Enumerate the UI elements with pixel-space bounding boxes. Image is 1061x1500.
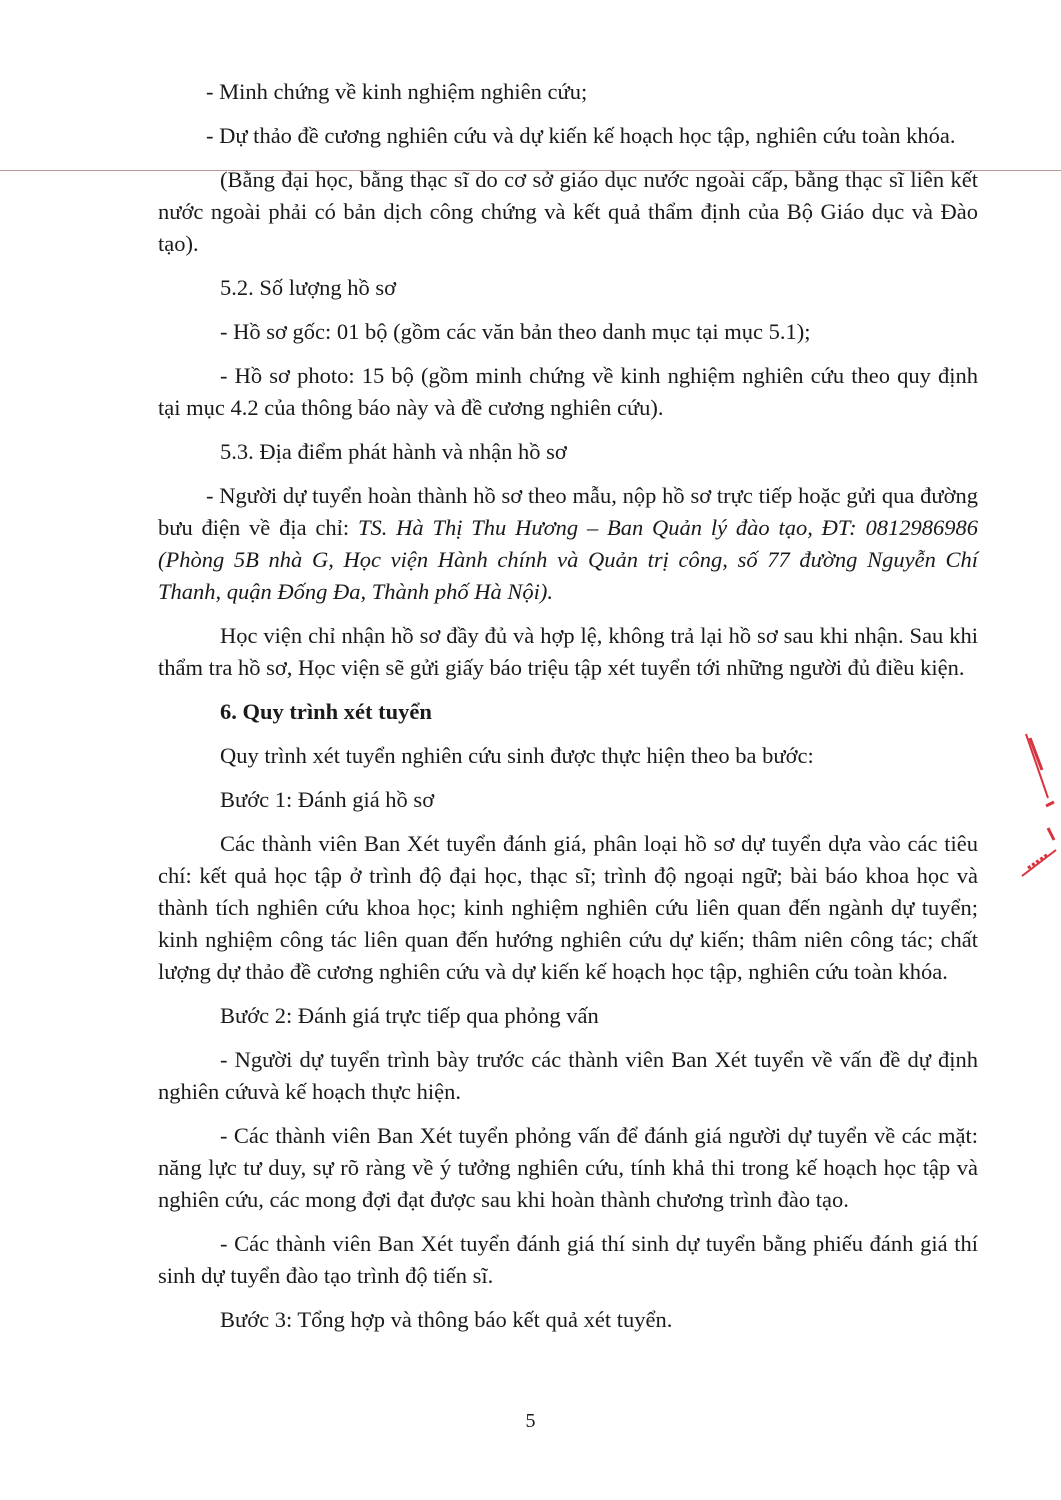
paragraph-foreign-degree-note: (Bằng đại học, bằng thạc sĩ do cơ sở giáo dục nước ngoài cấp, bằng thạc sĩ liên kết nước ngoài phải có bản dịch công chứng và kết quả thẩm định của Bộ Giáo dục và Đào tạo). <box>158 167 978 256</box>
step-3-title: Bước 3: Tổng hợp và thông báo kết quả xét tuyển. <box>220 1307 673 1332</box>
step-2-item: - Các thành viên Ban Xét tuyển phỏng vấn để đánh giá người dự tuyển về các mặt: năng lực tư duy, sự rõ ràng về ý tưởng nghiên cứu, tính khả thi trong kế hoạch học tập và nghiên cứu, các mong đợi đạt được sau khi hoàn thành chương trình đào tạo. <box>158 1123 978 1212</box>
document-page <box>158 76 978 1348</box>
step-2-item: - Các thành viên Ban Xét tuyển đánh giá thí sinh dự tuyển bằng phiếu đánh giá thí sinh dự tuyển đào tạo trình độ tiến sĩ. <box>158 1231 978 1288</box>
step-2-item: - Người dự tuyển trình bày trước các thành viên Ban Xét tuyển về vấn đề dự định nghiên cứuvà kế hoạch thực hiện. <box>158 1047 978 1104</box>
subheading-5-2: 5.2. Số lượng hồ sơ <box>220 275 397 300</box>
step-1-body: Các thành viên Ban Xét tuyển đánh giá, phân loại hồ sơ dự tuyển dựa vào các tiêu chí: kết quả học tập ở trình độ đại học, thạc sĩ; trình độ ngoại ngữ; bài báo khoa học và thành tích nghiên cứu khoa học; kinh nghiệm nghiên cứu liên quan đến ngành dự tuyển; kinh nghiệm công tác liên quan đến hướng nghiên cứu dự kiến; thâm niên công tác; chất lượng dự thảo đề cương nghiên cứu và dự kiến kế hoạch học tập, nghiên cứu toàn khóa. <box>158 831 978 984</box>
submission-lead: - Người dự tuyển hoàn thành hồ sơ theo mẫu, nộp hồ sơ trực tiếp hoặc gửi qua đường bưu điện về địa chỉ: <box>158 483 978 540</box>
paragraph-research-proposal: - Dự thảo đề cương nghiên cứu và dự kiến kế hoạch học tập, nghiên cứu toàn khóa. <box>206 123 956 148</box>
paragraph-research-evidence: - Minh chứng về kinh nghiệm nghiên cứu; <box>206 79 588 104</box>
paragraph-photo-dossier: - Hồ sơ photo: 15 bộ (gồm minh chứng về kinh nghiệm nghiên cứu theo quy định tại mục 4.2 của thông báo này và đề cương nghiên cứu). <box>158 363 978 420</box>
submission-address: TS. Hà Thị Thu Hương – Ban Quản lý đào tạo, ĐT: 0812986986 (Phòng 5B nhà G, Học viện Hành chính và Quản trị công, số 77 đường Nguyễn Chí Thanh, quận Đống Đa, Thành phố Hà Nội). <box>158 515 978 604</box>
red-stamp-fragment-icon <box>1018 728 1061 878</box>
paragraph-original-dossier: - Hồ sơ gốc: 01 bộ (gồm các văn bản theo danh mục tại mục 5.1); <box>220 319 811 344</box>
section-6-intro: Quy trình xét tuyển nghiên cứu sinh được thực hiện theo ba bước: <box>220 743 814 768</box>
paragraph-submission <box>158 480 978 608</box>
page-number: 5 <box>525 1410 536 1432</box>
step-1-title: Bước 1: Đánh giá hồ sơ <box>220 787 435 812</box>
step-2-title: Bước 2: Đánh giá trực tiếp qua phỏng vấn <box>220 1003 599 1028</box>
subheading-5-3: 5.3. Địa điểm phát hành và nhận hồ sơ <box>220 439 567 464</box>
section-6-heading: 6. Quy trình xét tuyển <box>220 699 432 724</box>
paragraph-acceptance: Học viện chỉ nhận hồ sơ đầy đủ và hợp lệ, không trả lại hồ sơ sau khi nhận. Sau khi thẩm tra hồ sơ, Học viện sẽ gửi giấy báo triệu tập xét tuyển tới những người đủ điều kiện. <box>158 623 978 680</box>
